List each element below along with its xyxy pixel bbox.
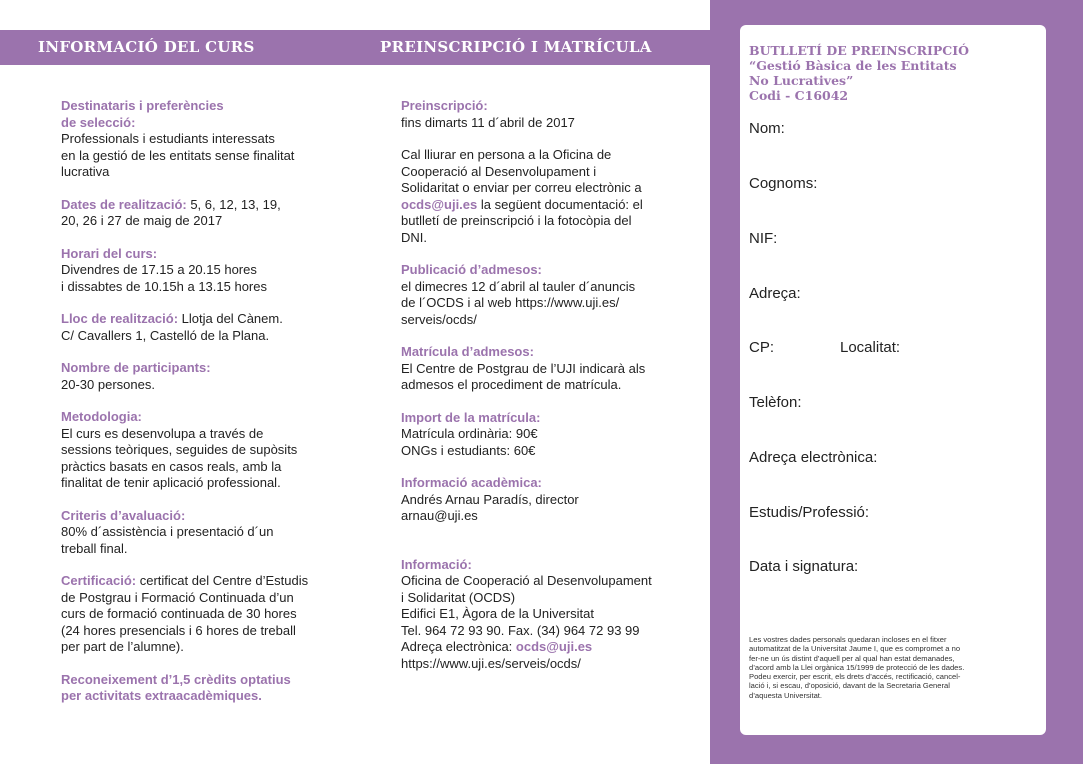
preinscripcio-text: fins dimarts 11 d´abril de 2017 xyxy=(401,114,575,130)
publicacio-text: de l´OCDS i al web https://www.uji.es/ xyxy=(401,295,620,310)
lloc-section xyxy=(61,311,361,344)
lliurar-text: la següent documentació: el xyxy=(477,196,643,212)
criteris-text: 80% d´assistència i presentació d´un xyxy=(61,524,274,539)
heading-informacio-curs: INFORMACIÓ DEL CURS xyxy=(38,38,255,56)
dates-text: 5, 6, 12, 13, 19, xyxy=(186,196,281,212)
reconeixement-text: Reconeixement d’1,5 crèdits optatius xyxy=(61,671,291,687)
certificacio-text: per part de l’alumne). xyxy=(61,639,184,654)
enrolment-column xyxy=(401,98,701,688)
publicacio-label: Publicació d’admesos: xyxy=(401,262,542,277)
legal-line: Podeu exercir, per escrit, els drets d’accés, rectificació, cancel- xyxy=(749,672,961,682)
metodologia-section xyxy=(61,409,361,492)
horari-text: i dissabtes de 10.15h a 13.15 hores xyxy=(61,278,267,294)
academica-text: Andrés Arnau Paradís, director xyxy=(401,491,579,507)
legal-line: d’acord amb la Llei orgànica 15/1999 de protecció de les dades. xyxy=(749,662,965,672)
criteris-label: Criteris d’avaluació: xyxy=(61,507,186,523)
field-nif[interactable]: NIF: xyxy=(749,230,778,247)
destinataris-text: en la gestió de les entitats sense finalitat xyxy=(61,147,295,163)
lloc-label: Lloc de realització: xyxy=(61,311,179,326)
web-link[interactable]: https://www.uji.es/serveis/ocds/ xyxy=(401,655,581,671)
certificacio-text: curs de formació continuada de 30 hores xyxy=(61,606,297,621)
informacio-label: Informació: xyxy=(401,556,472,572)
legal-line: fer-ne un ús distint d’aquell per al qual han estat demanades, xyxy=(749,653,955,663)
participants-text: 20-30 persones. xyxy=(61,376,155,392)
participants-label: Nombre de participants: xyxy=(61,360,211,375)
destinataris-section xyxy=(61,98,361,181)
field-data-signatura[interactable]: Data i signatura: xyxy=(749,558,859,575)
import-label: Import de la matrícula: xyxy=(401,409,541,425)
criteris-text: treball final. xyxy=(61,540,128,556)
lliurar-text: Cooperació al Desenvolupament i xyxy=(401,163,597,179)
publicacio-text: el dimecres 12 d´abril al tauler d´anuncis xyxy=(401,278,636,294)
form-title-line: No Lucratives” xyxy=(749,73,854,88)
form-title-line: BUTLLETÍ DE PREINSCRIPCIÓ xyxy=(749,43,969,58)
metodologia-label: Metodologia: xyxy=(61,409,142,424)
academica-section xyxy=(401,475,701,525)
field-cognoms[interactable]: Cognoms: xyxy=(749,175,818,192)
matricula-text: admesos el procediment de matrícula. xyxy=(401,377,622,392)
lloc-text: Llotja del Cànem. xyxy=(178,311,283,326)
reconeixement-section xyxy=(61,672,361,705)
legal-line: Les vostres dades personals quedaran incloses en el fitxer xyxy=(749,635,947,644)
email-link-ocds-2[interactable]: ocds@uji.es xyxy=(515,639,593,654)
certificacio-text: (24 hores presencials i 6 hores de treball xyxy=(61,622,296,638)
academica-label: Informació acadèmica: xyxy=(401,475,542,490)
certificacio-text: certificat del Centre d’Estudis xyxy=(136,573,309,588)
destinataris-text: lucrativa xyxy=(61,164,110,179)
field-telefon[interactable]: Telèfon: xyxy=(749,394,802,411)
dates-section xyxy=(61,197,361,230)
metodologia-text: pràctics basats en casos reals, amb la xyxy=(61,458,282,474)
lloc-text: C/ Cavallers 1, Castelló de la Plana. xyxy=(61,327,270,343)
informacio-text: Edifici E1, Àgora de la Universitat xyxy=(401,606,594,621)
matricula-label: Matrícula d’admesos: xyxy=(401,344,534,359)
participants-section xyxy=(61,360,361,393)
criteris-section xyxy=(61,508,361,558)
field-localitat[interactable]: Localitat: xyxy=(840,339,901,356)
field-email[interactable]: Adreça electrònica: xyxy=(749,449,878,466)
matricula-section xyxy=(401,344,701,394)
field-estudis[interactable]: Estudis/Professió: xyxy=(749,504,870,521)
legal-line: lació i, si escau, d’oposició, davant de la Secretaria General xyxy=(749,681,950,691)
destinataris-label: Destinataris i preferències xyxy=(61,98,224,113)
course-info-column xyxy=(61,98,361,721)
form-title-line: “Gestió Bàsica de les Entitats xyxy=(749,58,957,73)
field-adreca[interactable]: Adreça: xyxy=(749,285,801,302)
dates-text: 20, 26 i 27 de maig de 2017 xyxy=(61,213,223,228)
destinataris-label-2: de selecció: xyxy=(61,114,136,130)
reconeixement-text: per activitats extraacadèmiques. xyxy=(61,688,262,703)
informacio-section xyxy=(401,557,701,673)
publicacio-text: serveis/ocds/ xyxy=(401,311,477,327)
field-cp[interactable]: CP: xyxy=(749,339,775,356)
metodologia-text: El curs es desenvolupa a través de xyxy=(61,425,264,441)
dates-label: Dates de realització: xyxy=(61,196,187,212)
informacio-text: Oficina de Cooperació al Desenvolupament xyxy=(401,573,652,588)
lliurar-text: Cal lliurar en persona a la Oficina de xyxy=(401,147,612,162)
heading-preinscripcio-matricula: PREINSCRIPCIÓ I MATRÍCULA xyxy=(380,38,652,56)
horari-section xyxy=(61,246,361,296)
email-link-ocds[interactable]: ocds@uji.es xyxy=(401,196,478,212)
header-band xyxy=(0,30,710,65)
form-code: Codi - C16042 xyxy=(749,88,849,103)
destinataris-text: Professionals i estudiants interessats xyxy=(61,131,275,146)
publicacio-section xyxy=(401,262,701,328)
informacio-text: Tel. 964 72 93 90. Fax. (34) 964 72 93 99 xyxy=(401,622,640,638)
academica-email[interactable]: arnau@uji.es xyxy=(401,508,478,523)
import-text: ONGs i estudiants: 60€ xyxy=(401,442,536,458)
legal-notice xyxy=(749,635,1039,700)
horari-text: Divendres de 17.15 a 20.15 hores xyxy=(61,262,257,277)
lliurar-text: Solidaritat o enviar per correu electrònic a xyxy=(401,180,642,195)
informacio-text: Adreça electrònica: xyxy=(401,639,516,654)
matricula-text: El Centre de Postgrau de l’UJI indicarà als xyxy=(401,360,646,376)
metodologia-text: sessions teòriques, seguides de supòsits xyxy=(61,442,298,457)
certificacio-section xyxy=(61,573,361,656)
horari-label: Horari del curs: xyxy=(61,245,158,261)
certificacio-text: de Postgrau i Formació Continuada d’un xyxy=(61,589,294,605)
form-title xyxy=(749,43,969,103)
import-text: Matrícula ordinària: 90€ xyxy=(401,426,538,441)
certificacio-label: Certificació: xyxy=(61,573,137,588)
preinscription-form-card xyxy=(740,25,1046,735)
lliurar-text: DNI. xyxy=(401,229,427,245)
metodologia-text: finalitat de tenir aplicació professional. xyxy=(61,475,281,490)
legal-line: automatitzat de la Universitat Jaume I, que es compromet a no xyxy=(749,644,961,654)
field-nom[interactable]: Nom: xyxy=(749,120,785,137)
legal-line: d’aquesta Universitat. xyxy=(749,690,823,700)
preinscripcio-label: Preinscripció: xyxy=(401,98,488,113)
informacio-text: i Solidaritat (OCDS) xyxy=(401,589,516,605)
preinscripcio-section xyxy=(401,98,701,131)
import-section xyxy=(401,410,701,460)
lliurar-section xyxy=(401,147,701,246)
lliurar-text: butlletí de preinscripció i la fotocòpia del xyxy=(401,213,632,228)
